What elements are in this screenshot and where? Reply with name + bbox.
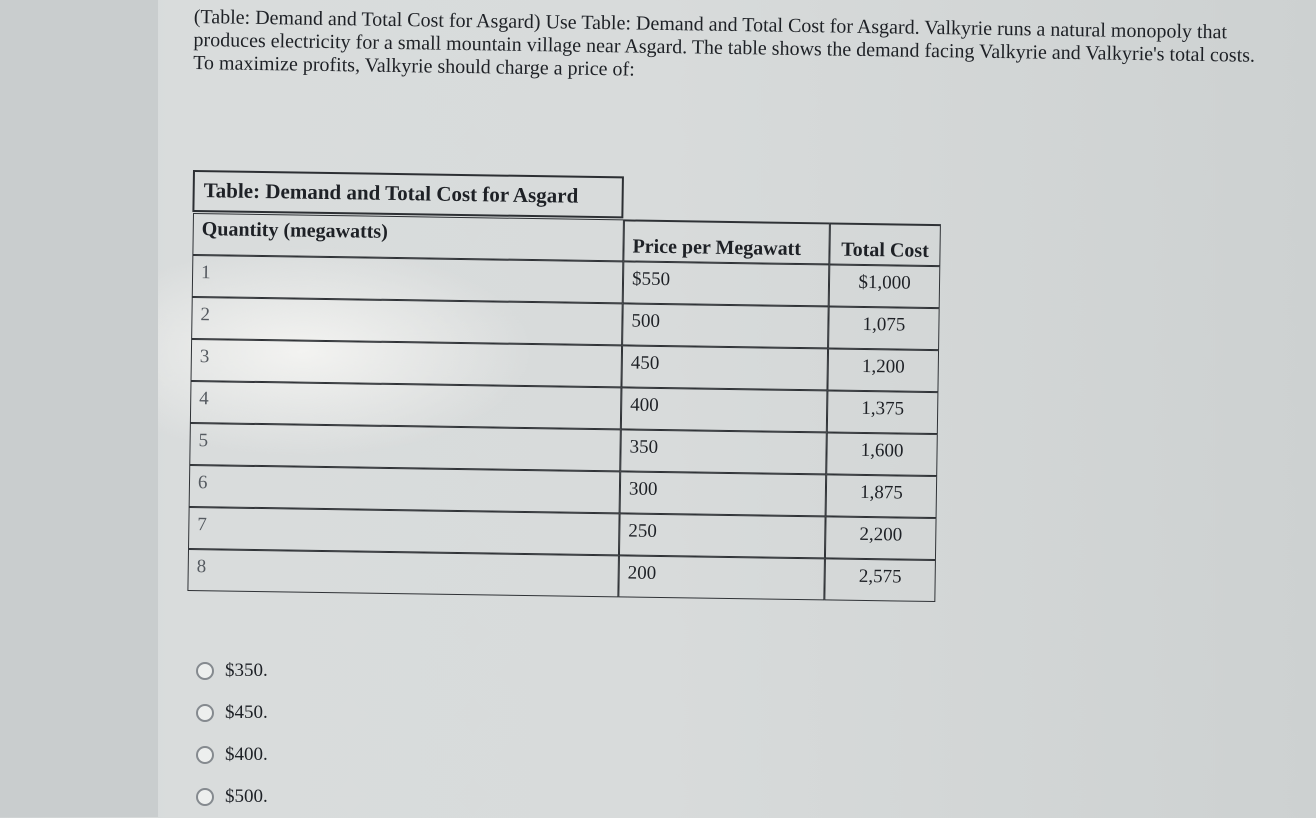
total-cost-cell: 1,875 — [826, 474, 938, 518]
total-cost-cell: 1,200 — [827, 348, 939, 392]
total-cost-cell: 1,600 — [826, 432, 938, 476]
radio-button[interactable] — [196, 662, 214, 680]
price-cell: 350 — [620, 429, 827, 474]
total-cost-cell: 1,375 — [827, 390, 939, 434]
price-cell: 250 — [619, 513, 826, 558]
quantity-cell: 3 — [191, 339, 623, 387]
price-cell: 300 — [620, 471, 827, 516]
question-prompt — [193, 6, 1264, 91]
answer-option[interactable] — [196, 734, 268, 776]
radio-button[interactable] — [196, 788, 214, 806]
radio-button[interactable] — [196, 746, 214, 764]
header-quantity: Quantity (megawatts) — [192, 213, 624, 261]
quantity-cell: 6 — [189, 465, 621, 513]
quantity-cell: 4 — [190, 381, 622, 429]
demand-cost-table — [187, 213, 941, 602]
total-cost-cell: 2,575 — [824, 558, 936, 602]
question-text: (Table: Demand and Total Cost for Asgard) Use Table: Demand and Total Cost for Asgard. Valkyrie runs a natural monopoly that produces electricity for a small mountain village near Asgard. The table shows the demand facing Valkyrie and Valkyrie's total costs. To maximize profits, Valkyrie should charge a price of: — [192, 6, 1256, 81]
total-cost-cell: 2,200 — [825, 516, 937, 560]
header-total-cost: Total Cost — [829, 222, 941, 266]
answer-options — [196, 650, 268, 818]
background-margin — [0, 0, 158, 817]
answer-option-label: $400. — [225, 744, 268, 765]
table-caption: Table: Demand and Total Cost for Asgard — [192, 170, 624, 218]
price-cell: $550 — [623, 261, 830, 306]
price-cell: 200 — [618, 555, 825, 600]
quantity-cell: 8 — [187, 549, 619, 597]
answer-option-label: $500. — [225, 786, 268, 807]
header-price: Price per Megawatt — [623, 219, 830, 264]
quantity-cell: 1 — [192, 255, 624, 303]
radio-button[interactable] — [196, 704, 214, 722]
quantity-cell: 5 — [189, 423, 621, 471]
quantity-cell: 2 — [191, 297, 623, 345]
answer-option[interactable] — [196, 692, 268, 734]
price-cell: 450 — [621, 345, 828, 390]
total-cost-cell: 1,075 — [828, 306, 940, 350]
price-cell: 400 — [621, 387, 828, 432]
answer-option-label: $350. — [225, 660, 268, 681]
answer-option[interactable] — [196, 776, 268, 818]
price-cell: 500 — [622, 303, 829, 348]
total-cost-cell: $1,000 — [829, 264, 941, 308]
answer-option[interactable] — [196, 650, 268, 692]
answer-option-label: $450. — [225, 702, 268, 723]
quantity-cell: 7 — [188, 507, 620, 555]
